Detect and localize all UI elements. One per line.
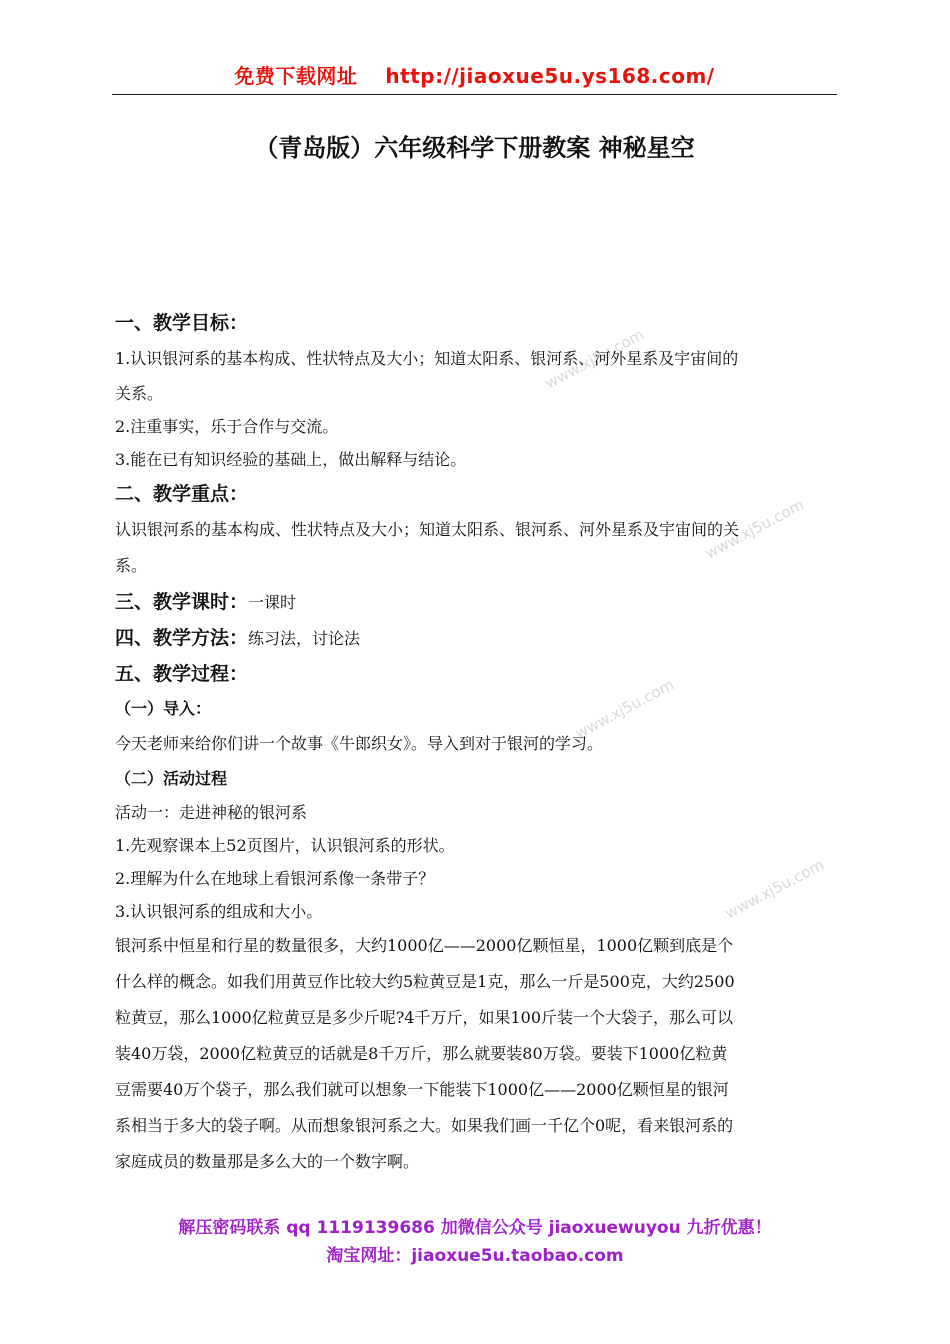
goals-heading: 一、教学目标： <box>115 312 249 334</box>
intro-heading: （一）导入： <box>115 699 212 718</box>
watermark: www.xj5u.com <box>572 675 677 743</box>
document-title: （青岛版）六年级科学下册教案 神秘星空 <box>254 134 695 162</box>
watermark: www.xj5u.com <box>542 325 647 393</box>
key-points-heading: 二、教学重点： <box>115 483 249 505</box>
page-footer <box>0 1214 950 1270</box>
key-points-line: 认识银河系的基本构成、性状特点及大小；知道太阳系、银河系、河外星系及宇宙间的关 <box>115 520 740 539</box>
footer-contact: 解压密码联系 qq 1119139686 加微信公众号 jiaoxuewuyou 九折优惠！ <box>178 1218 772 1238</box>
footer-shop-link[interactable]: 淘宝网址：jiaoxue5u.taobao.com <box>326 1246 624 1266</box>
activity-line: 1.先观察课本上52页图片，认识银河系的形状。 <box>115 836 455 855</box>
header-label: 免费下载网址 <box>234 64 358 88</box>
paragraph-line: 豆需要40万个袋子，那么我们就可以想象一下能装下1000亿——2000亿颗恒星的银河 <box>115 1080 729 1099</box>
methods-row <box>115 620 840 656</box>
methods-heading: 四、教学方法： <box>115 627 249 649</box>
goals-item: 2.注重事实，乐于合作与交流。 <box>115 417 339 436</box>
paragraph-line: 系相当于多大的袋子啊。从而想象银河系之大。如果我们画一千亿个0呢，看来银河系的 <box>115 1116 734 1135</box>
header-url-link[interactable]: http://jiaoxue5u.ys168.com/ <box>385 64 715 88</box>
goals-item: 3.能在已有知识经验的基础上，做出解释与结论。 <box>115 450 467 469</box>
goals-item: 1.认识银河系的基本构成、性状特点及大小；知道太阳系、银河系、河外星系及宇宙间的 <box>115 349 739 368</box>
activity-heading: （二）活动过程 <box>115 769 228 788</box>
activity-line: 活动一：走进神秘的银河系 <box>115 803 308 822</box>
page-header <box>112 60 837 95</box>
hours-row <box>115 584 840 620</box>
document-body <box>115 305 840 1180</box>
paragraph-line: 家庭成员的数量那是多么大的一个数字啊。 <box>115 1152 420 1171</box>
watermark: www.xj5u.com <box>722 855 827 923</box>
key-points-line: 系。 <box>115 556 148 575</box>
watermark: www.xj5u.com <box>702 495 807 563</box>
paragraph-line: 装40万袋，2000亿粒黄豆的话就是8千万斤，那么就要装80万袋。要装下1000亿粒黄 <box>115 1044 728 1063</box>
paragraph-line: 粒黄豆，那么1000亿粒黄豆是多少斤呢?4千万斤，如果100斤装一个大袋子，那么可以 <box>115 1008 734 1027</box>
process-heading: 五、教学过程： <box>115 663 249 685</box>
paragraph-line: 什么样的概念。如我们用黄豆作比较大约5粒黄豆是1克，那么一斤是500克，大约2500 <box>115 972 735 991</box>
goals-item: 关系。 <box>115 384 164 403</box>
paragraph-line: 银河系中恒星和行星的数量很多，大约1000亿——2000亿颗恒星，1000亿颗到底是个 <box>115 936 734 955</box>
activity-line: 2.理解为什么在地球上看银河系像一条带子？ <box>115 869 435 888</box>
hours-heading: 三、教学课时： <box>115 591 249 613</box>
intro-text: 今天老师来给你们讲一个故事《牛郎织女》。导入到对于银河的学习。 <box>115 734 604 753</box>
activity-line: 3.认识银河系的组成和大小。 <box>115 902 323 921</box>
methods-value: 练习法，讨论法 <box>248 629 361 648</box>
hours-value: 一课时 <box>248 593 297 612</box>
